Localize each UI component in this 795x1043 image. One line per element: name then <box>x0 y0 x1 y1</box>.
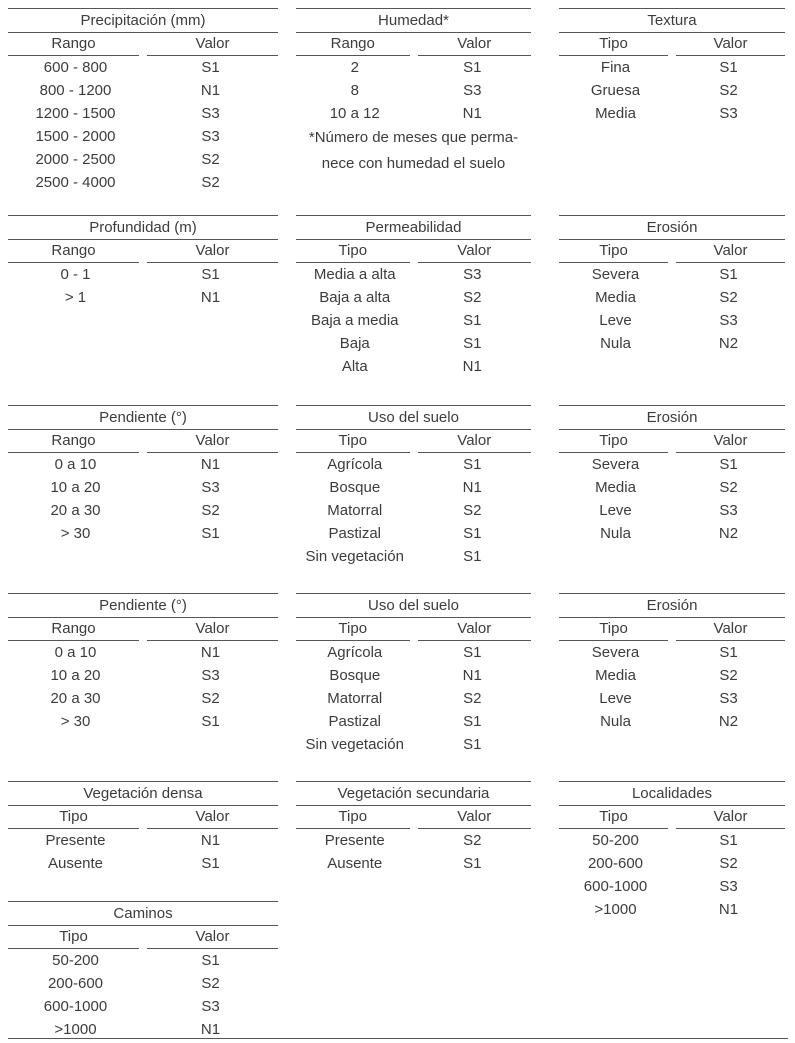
table-row <box>8 56 278 79</box>
category-cell: 10 a 20 <box>50 479 101 496</box>
table-title: Uso del suelo <box>296 594 531 618</box>
table-header-row <box>559 806 785 829</box>
value-cell: S2 <box>201 502 220 519</box>
table-row <box>296 687 531 710</box>
table-row <box>8 286 278 309</box>
table-header-col2: Valor <box>147 33 278 56</box>
category-cell: Severa <box>591 266 640 283</box>
table-header-col1: Tipo <box>296 618 410 641</box>
table-body <box>8 263 278 309</box>
table-header-col1: Rango <box>8 430 139 453</box>
value-cell: N1 <box>200 1021 221 1038</box>
category-cell: >1000 <box>594 901 637 918</box>
category-cell: 800 - 1200 <box>39 82 112 99</box>
table-header-row <box>559 240 785 263</box>
value-cell: S1 <box>463 525 482 542</box>
table-title: Pendiente (°) <box>8 406 278 430</box>
table-title: Erosión <box>559 216 785 240</box>
table-row <box>8 79 278 102</box>
table-row <box>296 710 531 733</box>
category-cell: 2500 - 4000 <box>35 174 116 191</box>
value-cell: S2 <box>719 667 738 684</box>
table-row <box>296 664 531 687</box>
table-row <box>559 852 785 875</box>
table-row <box>8 995 278 1018</box>
table-row <box>8 829 278 852</box>
table-pendiente-2 <box>8 593 278 733</box>
table-row <box>8 171 278 194</box>
category-cell: 1500 - 2000 <box>35 128 116 145</box>
table-header-col1: Rango <box>8 618 139 641</box>
table-body <box>8 56 278 194</box>
table-title: Profundidad (m) <box>8 216 278 240</box>
table-title: Vegetación densa <box>8 782 278 806</box>
table-header-col1: Tipo <box>559 806 668 829</box>
table-header-col2: Valor <box>676 430 785 453</box>
table-header-row <box>8 806 278 829</box>
table-row <box>559 829 785 852</box>
category-cell: 10 a 12 <box>329 105 380 122</box>
table-header-col2: Valor <box>147 926 278 949</box>
value-cell: S3 <box>201 105 220 122</box>
category-cell: Media <box>595 479 636 496</box>
table-pendiente-1 <box>8 405 278 545</box>
table-row <box>559 56 785 79</box>
value-cell: S1 <box>463 312 482 329</box>
table-header-row <box>296 240 531 263</box>
table-body <box>296 641 531 756</box>
value-cell: S1 <box>719 644 738 661</box>
table-header-row <box>8 240 278 263</box>
table-header-col2: Valor <box>147 430 278 453</box>
value-cell: S2 <box>201 690 220 707</box>
table-row <box>8 949 278 972</box>
category-cell: Sin vegetación <box>305 548 404 565</box>
value-cell: N1 <box>462 667 482 684</box>
table-profundidad <box>8 215 278 309</box>
table-body <box>559 641 785 733</box>
table-humedad <box>296 8 531 177</box>
table-row <box>559 687 785 710</box>
category-cell: 2 <box>350 59 359 76</box>
table-row <box>559 522 785 545</box>
table-body <box>296 263 531 378</box>
category-cell: Pastizal <box>328 713 382 730</box>
table-header-col1: Rango <box>8 240 139 263</box>
table-row <box>8 148 278 171</box>
value-cell: S3 <box>201 128 220 145</box>
category-cell: Media a alta <box>313 266 396 283</box>
table-header-row <box>8 33 278 56</box>
category-cell: 600 - 800 <box>43 59 108 76</box>
table-row <box>559 710 785 733</box>
value-cell: N1 <box>462 105 482 122</box>
table-header-row <box>296 618 531 641</box>
table-row <box>296 355 531 378</box>
value-cell: N1 <box>462 358 482 375</box>
table-header-col2: Valor <box>676 33 785 56</box>
table-header-row <box>296 33 531 56</box>
value-cell: S1 <box>463 335 482 352</box>
value-cell: N1 <box>200 832 221 849</box>
category-cell: Pastizal <box>328 525 382 542</box>
table-row <box>8 664 278 687</box>
table-vegetacion-secundaria <box>296 781 531 875</box>
value-cell: S2 <box>719 855 738 872</box>
table-vegetacion-densa <box>8 781 278 875</box>
value-cell: S1 <box>201 59 220 76</box>
table-body <box>296 829 531 875</box>
category-cell: 200-600 <box>587 855 644 872</box>
table-body <box>559 453 785 545</box>
table-header-col2: Valor <box>418 240 532 263</box>
value-cell: N1 <box>200 456 221 473</box>
table-precipitacion <box>8 8 278 194</box>
category-cell: Baja a media <box>310 312 399 329</box>
table-header-col2: Valor <box>418 33 532 56</box>
value-cell: S2 <box>719 82 738 99</box>
table-row <box>559 499 785 522</box>
table-header-row <box>8 926 278 949</box>
category-cell: Media <box>595 289 636 306</box>
value-cell: S3 <box>463 266 482 283</box>
category-cell: >1000 <box>54 1021 97 1038</box>
table-body <box>8 949 278 1041</box>
table-erosion-3 <box>559 593 785 733</box>
category-cell: 1200 - 1500 <box>35 105 116 122</box>
category-cell: Severa <box>591 456 640 473</box>
table-row <box>296 476 531 499</box>
table-body <box>8 829 278 875</box>
category-cell: Baja a alta <box>319 289 391 306</box>
table-title: Precipitación (mm) <box>8 9 278 33</box>
table-header-col1: Tipo <box>296 240 410 263</box>
table-body <box>8 641 278 733</box>
table-footnote-line: *Número de meses que perma- <box>308 129 519 146</box>
value-cell: S3 <box>719 312 738 329</box>
value-cell: S2 <box>201 174 220 191</box>
table-row <box>559 309 785 332</box>
table-body <box>8 453 278 545</box>
table-row <box>8 1018 278 1041</box>
table-title: Pendiente (°) <box>8 594 278 618</box>
table-body <box>296 453 531 568</box>
value-cell: S1 <box>463 644 482 661</box>
table-row <box>559 664 785 687</box>
table-title: Localidades <box>559 782 785 806</box>
value-cell: S2 <box>463 832 482 849</box>
category-cell: Nula <box>600 335 631 352</box>
table-header-col2: Valor <box>418 806 532 829</box>
table-row <box>296 286 531 309</box>
table-header-row <box>559 430 785 453</box>
table-row <box>296 263 531 286</box>
category-cell: 8 <box>350 82 359 99</box>
table-header-col2: Valor <box>676 806 785 829</box>
value-cell: S2 <box>719 289 738 306</box>
table-header-col2: Valor <box>418 618 532 641</box>
value-cell: S1 <box>719 59 738 76</box>
table-title: Caminos <box>8 902 278 926</box>
table-row <box>559 102 785 125</box>
table-header-col1: Rango <box>8 33 139 56</box>
table-header-col1: Tipo <box>559 430 668 453</box>
value-cell: N2 <box>718 525 739 542</box>
table-uso-del-suelo-1 <box>296 405 531 568</box>
value-cell: N1 <box>200 82 221 99</box>
category-cell: Agrícola <box>327 644 383 661</box>
table-header-row <box>8 618 278 641</box>
table-row <box>8 125 278 148</box>
category-cell: 20 a 30 <box>50 690 101 707</box>
value-cell: S1 <box>201 952 220 969</box>
category-cell: Leve <box>599 690 632 707</box>
category-cell: Bosque <box>329 667 381 684</box>
category-cell: > 30 <box>60 713 91 730</box>
table-row <box>559 641 785 664</box>
value-cell: S1 <box>201 713 220 730</box>
table-row <box>559 453 785 476</box>
table-row <box>296 545 531 568</box>
value-cell: S3 <box>463 82 482 99</box>
value-cell: S2 <box>201 151 220 168</box>
value-cell: S2 <box>201 975 220 992</box>
table-erosion-1 <box>559 215 785 355</box>
table-header-row <box>559 618 785 641</box>
table-erosion-2 <box>559 405 785 545</box>
value-cell: S2 <box>463 502 482 519</box>
table-row <box>296 499 531 522</box>
table-row <box>296 56 531 79</box>
table-title: Humedad* <box>296 9 531 33</box>
category-cell: 0 a 10 <box>54 456 97 473</box>
category-cell: 50-200 <box>52 952 99 969</box>
category-cell: 0 a 10 <box>54 644 97 661</box>
category-cell: Bosque <box>329 479 381 496</box>
table-title: Vegetación secundaria <box>296 782 531 806</box>
table-row <box>8 499 278 522</box>
value-cell: S1 <box>463 855 482 872</box>
table-row <box>8 453 278 476</box>
category-cell: 10 a 20 <box>50 667 101 684</box>
table-title: Erosión <box>559 594 785 618</box>
table-row <box>296 453 531 476</box>
value-cell: S1 <box>201 266 220 283</box>
category-cell: 600-1000 <box>43 998 108 1015</box>
table-footnote-block <box>296 125 531 177</box>
value-cell: N1 <box>200 644 221 661</box>
category-cell: Gruesa <box>590 82 641 99</box>
table-row <box>559 286 785 309</box>
table-header-col2: Valor <box>147 806 278 829</box>
table-header-col1: Tipo <box>296 806 410 829</box>
category-cell: Agrícola <box>327 456 383 473</box>
table-header-row <box>559 33 785 56</box>
category-cell: Baja <box>339 335 370 352</box>
table-row <box>559 875 785 898</box>
table-header-col1: Tipo <box>559 618 668 641</box>
table-header-col2: Valor <box>147 618 278 641</box>
table-header-col1: Rango <box>296 33 410 56</box>
category-cell: 0 - 1 <box>60 266 91 283</box>
value-cell: S3 <box>719 690 738 707</box>
table-row <box>296 79 531 102</box>
table-body <box>559 829 785 921</box>
table-row <box>8 476 278 499</box>
value-cell: S1 <box>201 855 220 872</box>
value-cell: N2 <box>718 713 739 730</box>
table-header-col2: Valor <box>147 240 278 263</box>
value-cell: S3 <box>719 502 738 519</box>
table-row <box>296 641 531 664</box>
table-body <box>559 56 785 125</box>
value-cell: S1 <box>463 713 482 730</box>
table-row <box>8 641 278 664</box>
table-row <box>296 829 531 852</box>
table-title: Permeabilidad <box>296 216 531 240</box>
table-row <box>8 522 278 545</box>
table-row <box>8 710 278 733</box>
category-cell: Severa <box>591 644 640 661</box>
value-cell: N1 <box>462 479 482 496</box>
category-cell: Media <box>595 667 636 684</box>
value-cell: S1 <box>463 736 482 753</box>
value-cell: S1 <box>463 456 482 473</box>
table-uso-del-suelo-2 <box>296 593 531 756</box>
table-title: Erosión <box>559 406 785 430</box>
category-cell: Presente <box>45 832 106 849</box>
value-cell: S1 <box>719 456 738 473</box>
table-row <box>296 332 531 355</box>
category-cell: Alta <box>341 358 368 375</box>
category-cell: Leve <box>599 312 632 329</box>
table-row <box>559 898 785 921</box>
table-row <box>8 852 278 875</box>
value-cell: N1 <box>200 289 221 306</box>
category-cell: Matorral <box>327 690 383 707</box>
table-header-col1: Tipo <box>559 240 668 263</box>
value-cell: S3 <box>201 998 220 1015</box>
table-footnote-line: nece con humedad el suelo <box>321 155 506 172</box>
table-row <box>296 522 531 545</box>
table-row <box>296 852 531 875</box>
value-cell: S2 <box>463 289 482 306</box>
category-cell: Ausente <box>327 855 383 872</box>
table-header-col2: Valor <box>676 240 785 263</box>
category-cell: Fina <box>600 59 631 76</box>
category-cell: > 1 <box>64 289 87 306</box>
value-cell: S1 <box>463 59 482 76</box>
table-row <box>559 332 785 355</box>
value-cell: S1 <box>719 266 738 283</box>
table-header-row <box>296 430 531 453</box>
table-row <box>8 972 278 995</box>
category-cell: 50-200 <box>592 832 639 849</box>
table-header-col1: Tipo <box>8 926 139 949</box>
table-row <box>8 263 278 286</box>
table-header-col1: Tipo <box>8 806 139 829</box>
category-cell: 600-1000 <box>583 878 648 895</box>
value-cell: N2 <box>718 335 739 352</box>
value-cell: S2 <box>719 479 738 496</box>
category-cell: Media <box>595 105 636 122</box>
value-cell: S1 <box>201 525 220 542</box>
value-cell: S3 <box>719 105 738 122</box>
table-permeabilidad <box>296 215 531 378</box>
value-cell: S1 <box>463 548 482 565</box>
table-body <box>296 56 531 125</box>
table-header-col2: Valor <box>676 618 785 641</box>
category-cell: 2000 - 2500 <box>35 151 116 168</box>
category-cell: > 30 <box>60 525 91 542</box>
value-cell: S1 <box>719 832 738 849</box>
value-cell: S3 <box>201 479 220 496</box>
table-header-row <box>8 430 278 453</box>
category-cell: 20 a 30 <box>50 502 101 519</box>
table-title: Uso del suelo <box>296 406 531 430</box>
category-cell: Nula <box>600 525 631 542</box>
table-body <box>559 263 785 355</box>
table-localidades <box>559 781 785 921</box>
table-header-row <box>296 806 531 829</box>
table-header-col1: Tipo <box>296 430 410 453</box>
table-title: Textura <box>559 9 785 33</box>
table-row <box>559 476 785 499</box>
category-cell: 200-600 <box>47 975 104 992</box>
value-cell: S3 <box>201 667 220 684</box>
table-row <box>8 687 278 710</box>
value-cell: S3 <box>719 878 738 895</box>
category-cell: Sin vegetación <box>305 736 404 753</box>
category-cell: Ausente <box>47 855 104 872</box>
table-row <box>559 263 785 286</box>
table-caminos <box>8 901 278 1041</box>
category-cell: Matorral <box>327 502 383 519</box>
table-row <box>559 79 785 102</box>
table-row <box>296 309 531 332</box>
value-cell: N1 <box>718 901 739 918</box>
table-header-col1: Tipo <box>559 33 668 56</box>
table-header-col2: Valor <box>418 430 532 453</box>
value-cell: S2 <box>463 690 482 707</box>
category-cell: Leve <box>599 502 632 519</box>
table-textura <box>559 8 785 125</box>
category-cell: Presente <box>324 832 385 849</box>
table-row <box>296 102 531 125</box>
table-row <box>8 102 278 125</box>
category-cell: Nula <box>600 713 631 730</box>
table-row <box>296 733 531 756</box>
